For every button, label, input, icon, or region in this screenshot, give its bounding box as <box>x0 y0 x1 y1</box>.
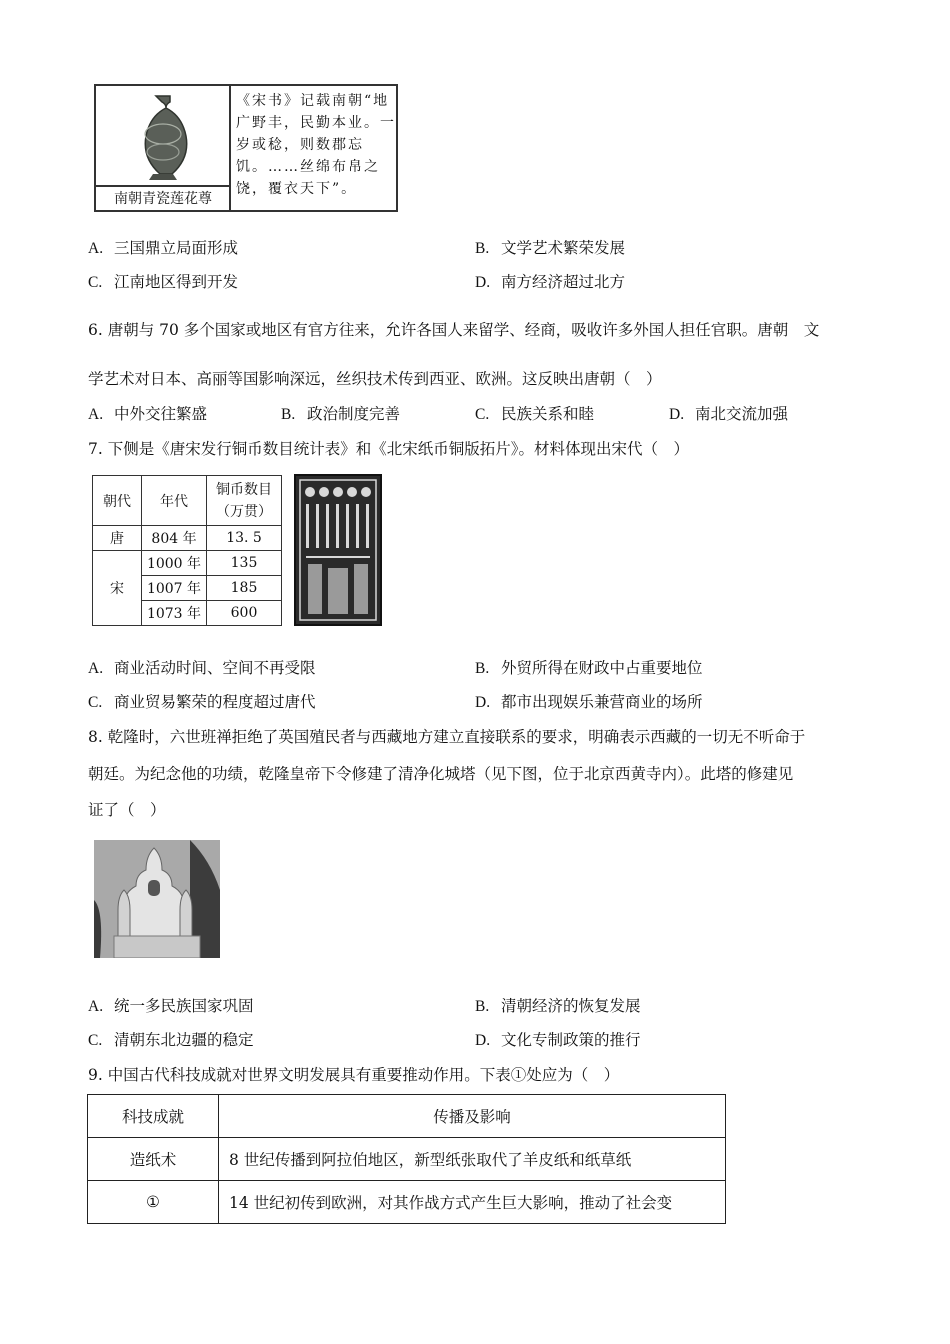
q5-option-c[interactable]: C. 江南地区得到开发 <box>88 273 239 291</box>
q7-option-a[interactable]: A. 商业活动时间、空间不再受限 <box>88 659 316 677</box>
q8-option-d[interactable]: D. 文化专制政策的推行 <box>475 1031 641 1049</box>
table-row: 唐 804 年 13. 5 <box>93 526 282 551</box>
q6-option-d[interactable]: D. 南北交流加强 <box>669 405 789 423</box>
q8-stem-line3: 证了（ ） <box>88 801 166 819</box>
q7-stem: 7. 下侧是《唐宋发行铜币数目统计表》和《北宋纸币铜版拓片》。材料体现出宋代（ ） <box>88 440 689 458</box>
coin-statistics-table <box>92 475 282 626</box>
figure-divider <box>229 86 231 210</box>
header-year: 年代 <box>142 476 207 526</box>
q8-option-a[interactable]: A. 统一多民族国家巩固 <box>88 997 254 1015</box>
q6-stem-line1: 6. 唐朝与 70 多个国家或地区有官方往来，允许各国人来留学、经商，吸收许多外国人担任官职。唐朝 文 <box>88 321 820 339</box>
vase-caption: 南朝青瓷莲花尊 <box>96 185 230 212</box>
q8-option-c[interactable]: C. 清朝东北边疆的稳定 <box>88 1031 254 1049</box>
header-tech: 科技成就 <box>88 1095 219 1138</box>
q6-option-c[interactable]: C. 民族关系和睦 <box>475 405 595 423</box>
q6-option-b[interactable]: B. 政治制度完善 <box>281 405 401 423</box>
vase-image <box>96 86 230 185</box>
q8-stem-line2: 朝廷。为纪念他的功绩，乾隆皇帝下令修建了清净化城塔（见下图，位于北京西黄寺内）。此塔的修建见 <box>88 765 794 783</box>
header-amount: 铜币数目 （万贯） <box>207 476 282 526</box>
table-row: 宋 1000 年 135 <box>93 551 282 576</box>
header-dynasty: 朝代 <box>93 476 142 526</box>
song-shu-quote: 《宋书》记载南朝“地广野丰，民勤本业。一岁或稔，则数郡忘饥。……丝绵布帛之饶，覆衣天下”。 <box>236 93 396 197</box>
header-impact: 传播及影响 <box>219 1095 726 1138</box>
q7-option-b[interactable]: B. 外贸所得在财政中占重要地位 <box>475 659 703 677</box>
q5-option-b[interactable]: B. 文学艺术繁荣发展 <box>475 239 626 257</box>
q5-option-d[interactable]: D. 南方经济超过北方 <box>475 273 626 291</box>
q7-option-c[interactable]: C. 商业贸易繁荣的程度超过唐代 <box>88 693 316 711</box>
paper-money-rubbing-image <box>294 474 382 626</box>
table-row: 1073 年 600 <box>93 601 282 626</box>
q6-option-a[interactable]: A. 中外交往繁盛 <box>88 405 208 423</box>
table-row: 1007 年 185 <box>93 576 282 601</box>
q8-stem-line1: 8. 乾隆时，六世班禅拒绝了英国殖民者与西藏地方建立直接联系的要求，明确表示西藏的一切无不听命于 <box>88 728 806 746</box>
table-row: ① 14 世纪初传到欧洲，对其作战方式产生巨大影响，推动了社会变 <box>88 1181 726 1224</box>
tech-achievement-table <box>87 1094 726 1224</box>
q6-stem-line2: 学艺术对日本、高丽等国影响深远，丝织技术传到西亚、欧洲。这反映出唐朝（ ） <box>88 370 662 388</box>
pagoda-photo <box>94 840 220 958</box>
q8-option-b[interactable]: B. 清朝经济的恢复发展 <box>475 997 641 1015</box>
table-row: 造纸术 8 世纪传播到阿拉伯地区，新型纸张取代了羊皮纸和纸草纸 <box>88 1138 726 1181</box>
q9-stem: 9. 中国古代科技成就对世界文明发展具有重要推动作用。下表①处应为（ ） <box>88 1066 620 1084</box>
vase-quote-figure <box>94 84 398 212</box>
q7-option-d[interactable]: D. 都市出现娱乐兼营商业的场所 <box>475 693 703 711</box>
q5-option-a[interactable]: A. 三国鼎立局面形成 <box>88 239 239 257</box>
